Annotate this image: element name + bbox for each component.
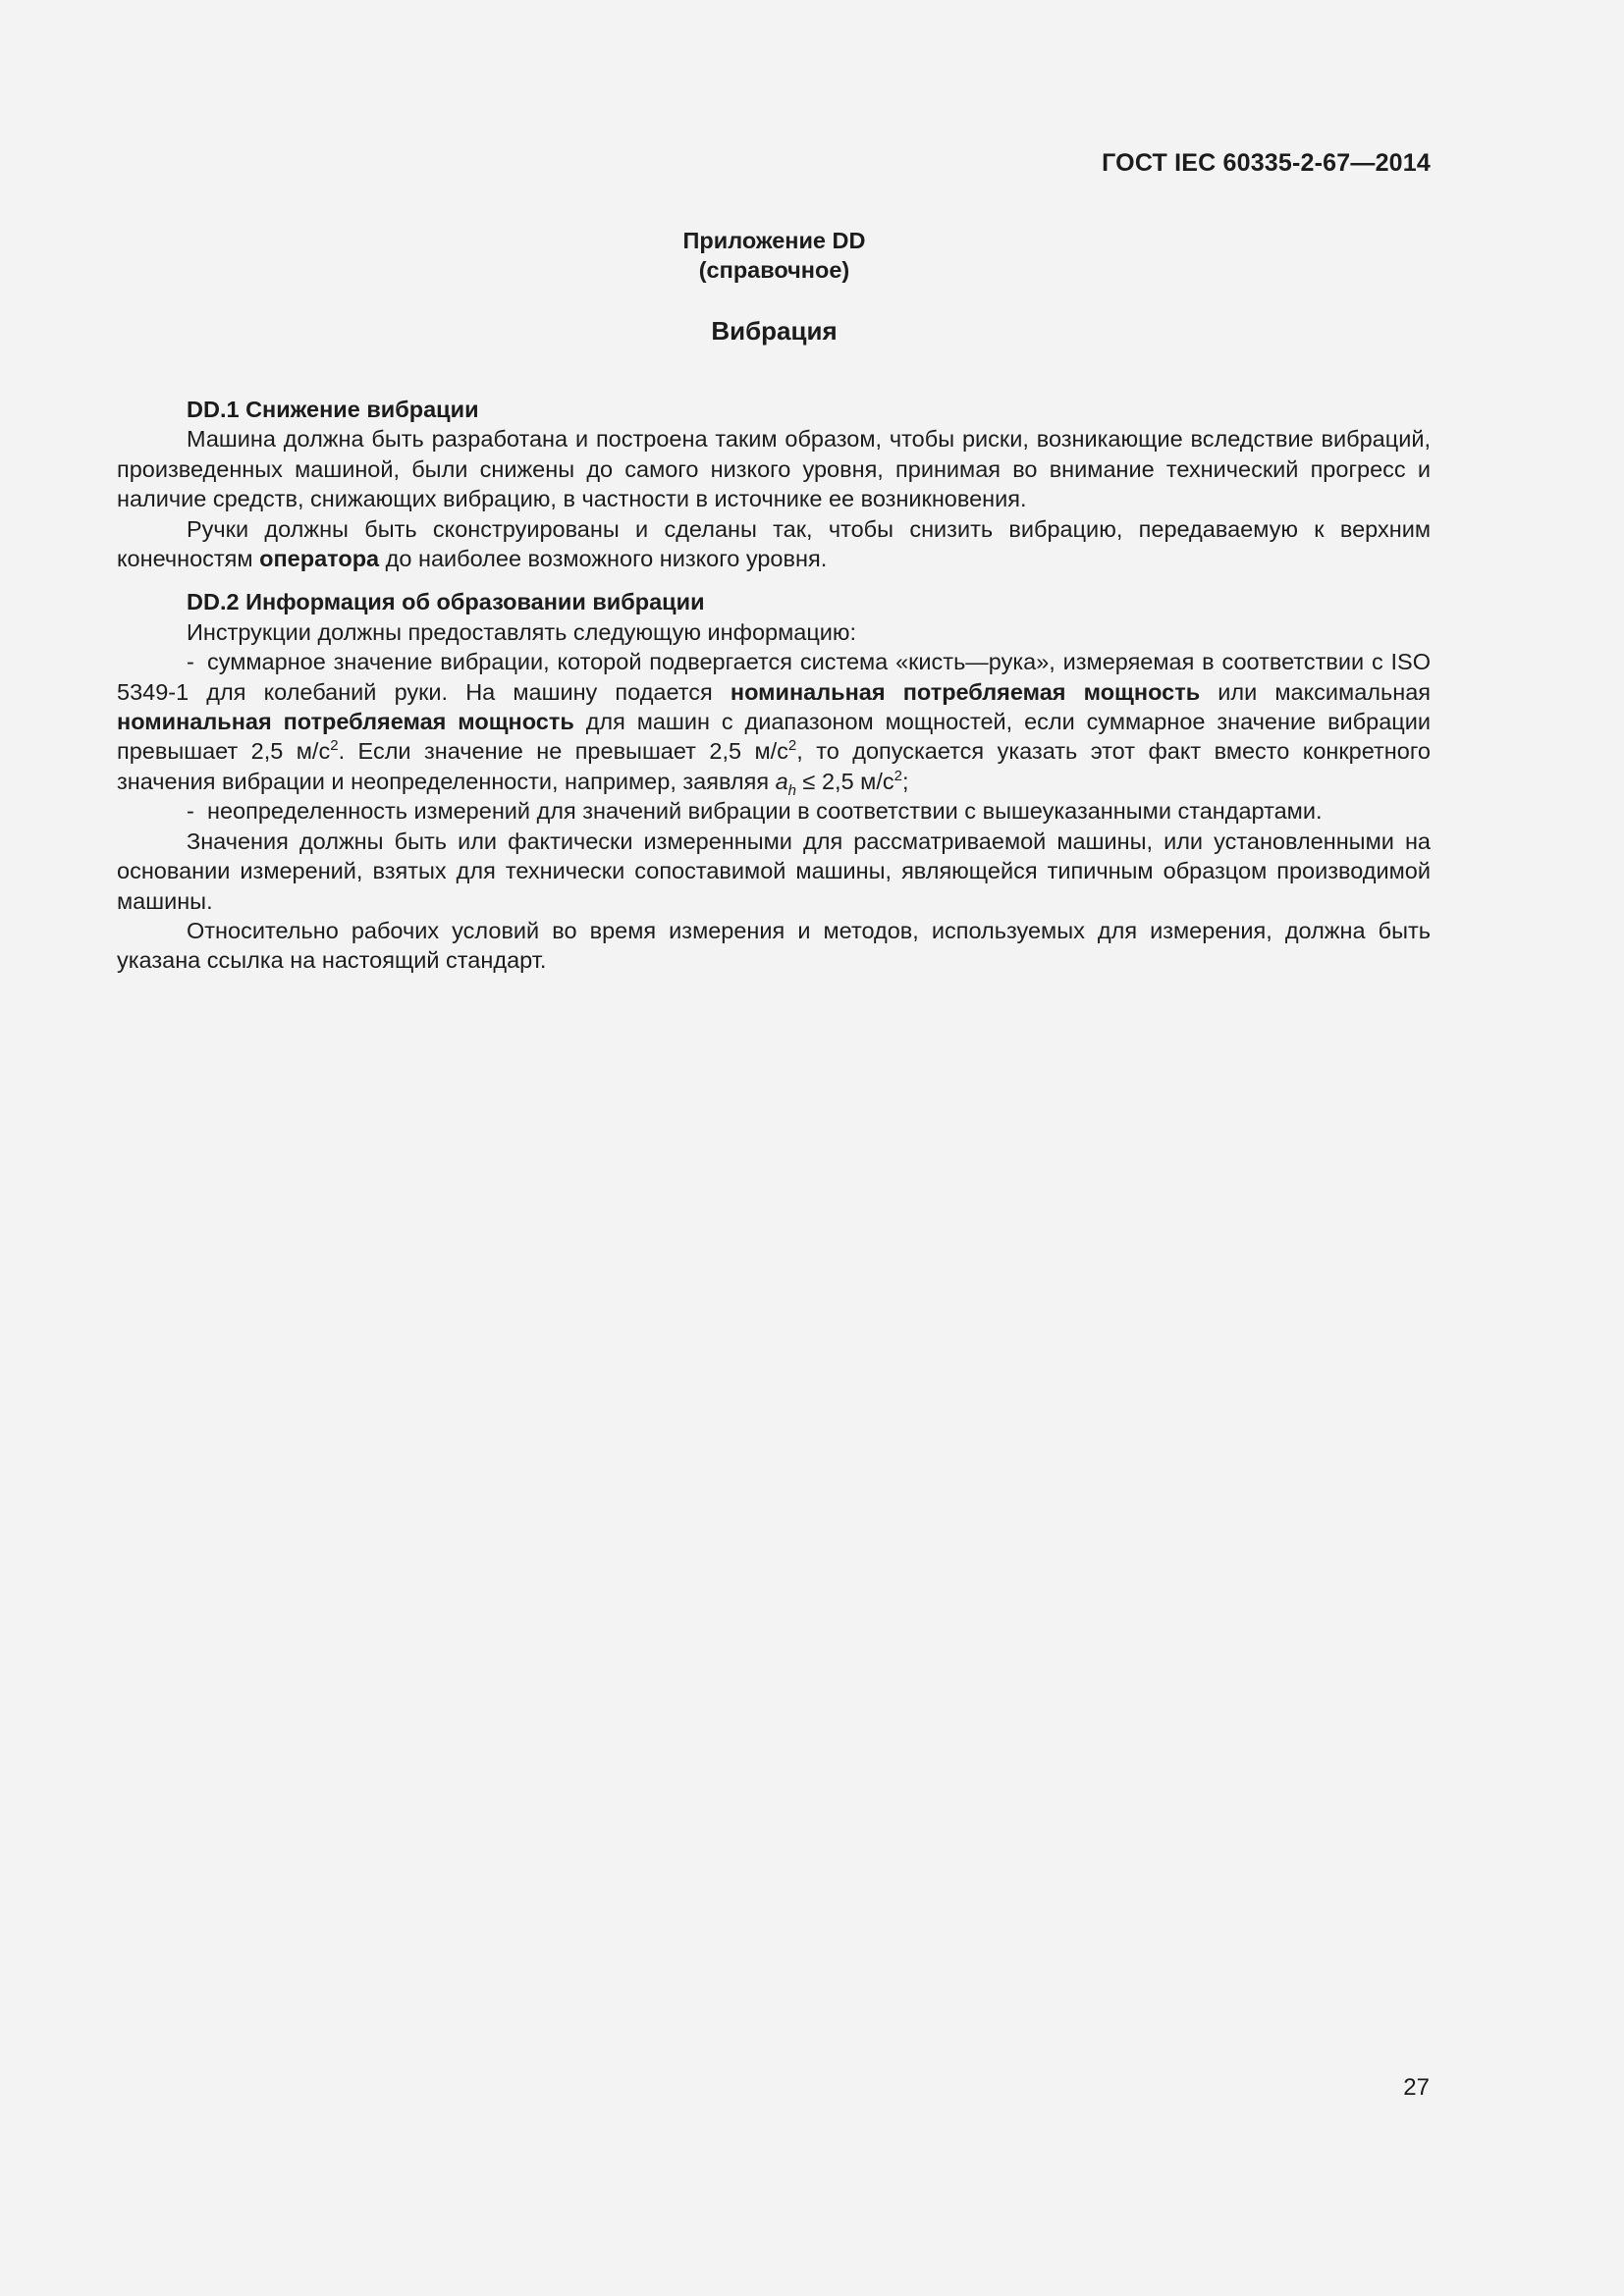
- paragraph-dd1-handles: [117, 514, 1431, 574]
- list-dash: -: [187, 649, 194, 675]
- text-run: Ручки должны быть сконструированы и сделаны так, чтобы снизить вибрацию, передаваемую к верхним конечностям: [117, 515, 1431, 572]
- annex-heading: [0, 226, 1548, 285]
- list-dash: -: [187, 798, 194, 825]
- annex-label: Приложение DD: [682, 228, 866, 253]
- text-run: . Если значение не превышает 2,5 м/с: [338, 738, 788, 765]
- math-symbol: a: [775, 768, 788, 794]
- superscript: 2: [787, 737, 797, 755]
- list-item-uncertainty: [117, 796, 1431, 826]
- defined-term-rated-power: номинальная потребляемая мощность: [117, 709, 574, 735]
- text-run: ≤ 2,5 м/с: [796, 768, 894, 794]
- defined-term-rated-power: номинальная потребляемая мощность: [730, 678, 1201, 705]
- page-number: 27: [1403, 2074, 1430, 2101]
- defined-term-operator: оператора: [259, 546, 380, 572]
- text-run: или максимальная: [1200, 678, 1431, 705]
- text-run: неопределенность измерений для значений вибрации в соответствии с вышеуказанными стандартами.: [207, 798, 1323, 825]
- section-heading-dd1: DD.1 Снижение вибрации: [187, 397, 479, 422]
- text-run: суммарное значение вибрации, которой подвергается система «кисть—рука», измеряемая в соответствии с ISO 5349-1 для колебаний руки. На машину подается: [117, 649, 1431, 705]
- text-run: до наиболее возможного низкого уровня.: [379, 546, 828, 572]
- document-code: ГОСТ IEC 60335-2-67—2014: [1102, 149, 1431, 177]
- superscript: 2: [330, 737, 339, 755]
- section-heading-dd2: DD.2 Информация об образовании вибрации: [187, 589, 705, 615]
- text-run: для машин с диапазоном мощностей, если суммарное значение вибрации превышает 2,5 м/с: [117, 709, 1431, 765]
- superscript: 2: [893, 767, 902, 784]
- list-item-vibration-value: [117, 647, 1431, 799]
- text-run: ;: [901, 768, 909, 794]
- math-subscript-letter: h: [787, 781, 797, 799]
- paragraph-dd2-conditions: Относительно рабочих условий во время измерения и методов, используемых для измерения, должна быть указана ссылка на настоящий стандарт.: [117, 917, 1431, 974]
- paragraph-dd1-design: Машина должна быть разработана и построена таким образом, чтобы риски, возникающие вследствие вибраций, произведенных машиной, были снижены до самого низкого уровня, принимая во внимание технический прогресс и наличие средств, снижающих вибрацию, в частности в источнике ее возникновения.: [117, 426, 1431, 512]
- paragraph-dd2-values: Значения должны быть или фактически измеренными для рассматриваемой машины, или установленными на основании измерений, взятых для технически сопоставимой машины, являющейся типичным образцом производимой машины.: [117, 828, 1431, 914]
- text-run: , то допускается указать этот факт вместо конкретного значения вибрации и неопределенности, например, заявляя: [117, 738, 1431, 794]
- paragraph-dd2-intro: Инструкции должны предоставлять следующую информацию:: [187, 618, 857, 645]
- annex-status: (справочное): [698, 257, 850, 283]
- annex-title: Вибрация: [711, 316, 838, 346]
- annex-body: [117, 395, 1431, 976]
